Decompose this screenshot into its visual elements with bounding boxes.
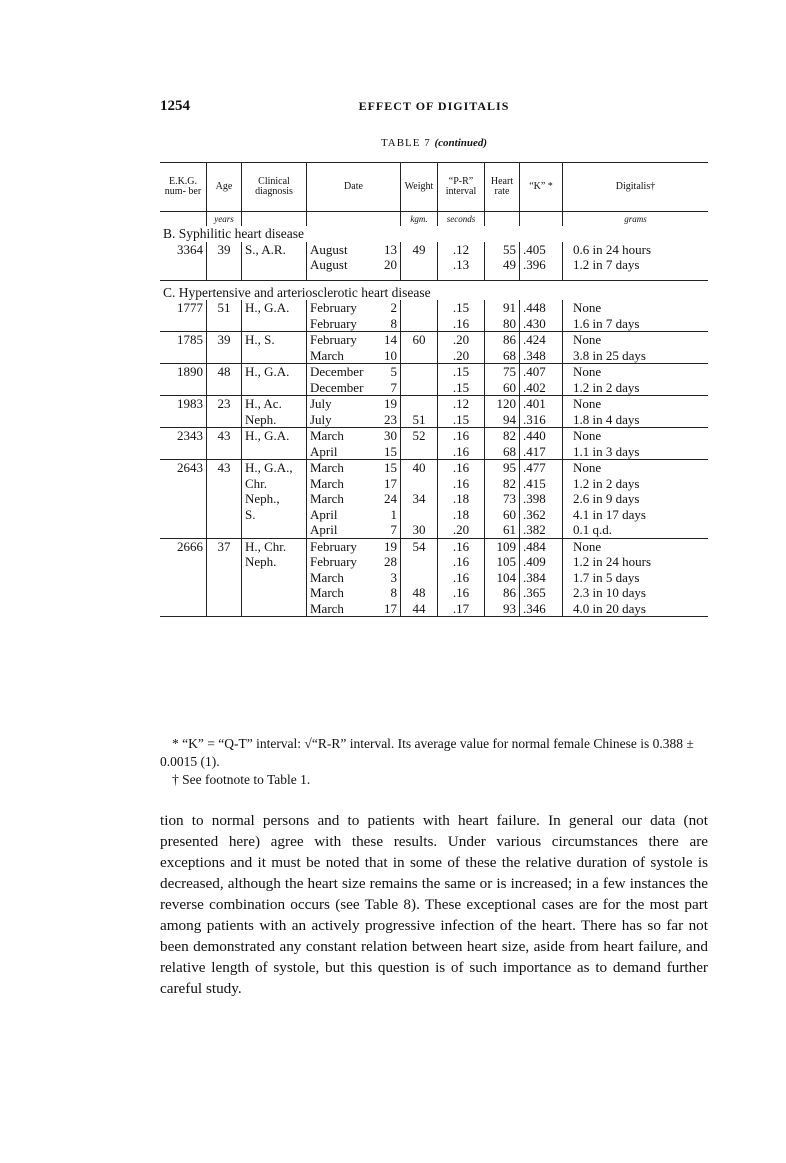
cell-ekg: 2666 [160, 538, 207, 554]
table-row [160, 300, 708, 316]
cell-k: .440 [520, 428, 563, 444]
cell-dig: 1.7 in 5 days [573, 569, 640, 585]
cell-dig: 4.0 in 20 days [563, 601, 709, 617]
cell-hr: 55 [485, 242, 520, 258]
cell-ekg [160, 316, 207, 332]
cell-day: 15 [372, 444, 401, 460]
cell-day: 10 [372, 348, 401, 364]
cell-pr: .16 [438, 460, 485, 476]
cell-month: March [310, 491, 344, 506]
cell-ekg: 2643 [160, 460, 207, 476]
cell-day: 28 [372, 554, 401, 570]
cell-hr: 104 [485, 570, 520, 586]
cell-diag [242, 316, 307, 332]
cell-dig: 2.6 in 9 days [573, 491, 640, 506]
cell-hr: 105 [485, 554, 520, 570]
cell-dig: 1.6 in 7 days [573, 315, 640, 331]
cell-k: .382 [520, 522, 563, 538]
cell-k: .396 [520, 257, 563, 280]
cell-dig: None [563, 428, 709, 444]
cell-hr: 60 [485, 507, 520, 523]
cell-wt: 34 [401, 491, 438, 507]
unit-age: years [207, 212, 242, 227]
cell-hr: 93 [485, 601, 520, 617]
cell-age: 23 [207, 396, 242, 412]
cell-hr: 109 [485, 538, 520, 554]
cell-hr: 68 [485, 348, 520, 364]
cell-wt [401, 316, 438, 332]
cell-pr: .16 [438, 538, 485, 554]
table-header-row [160, 163, 708, 212]
cell-month: February [307, 332, 373, 348]
cell-pr: .16 [438, 444, 485, 460]
cell-diag: H., Chr. [242, 538, 307, 554]
unit-weight: kgm. [401, 212, 438, 227]
cell-month: April [310, 506, 338, 522]
cell-age: 48 [207, 364, 242, 380]
cell-hr: 49 [485, 257, 520, 280]
cell-ekg: 1890 [160, 364, 207, 380]
cell-dig: None [563, 396, 709, 412]
table-caption [160, 137, 708, 149]
cell-month: February [310, 300, 357, 315]
col-header-age: Age [207, 163, 242, 212]
cell-month: March [310, 475, 344, 491]
cell-diag [242, 601, 307, 617]
cell-diag: Chr. [242, 476, 307, 492]
footnote-digitalis: † See footnote to Table 1. [172, 772, 311, 787]
cell-day: 24 [372, 491, 401, 507]
col-header-heart-rate: Heart rate [485, 163, 520, 212]
table-row [160, 570, 708, 586]
cell-month: March [307, 460, 373, 476]
cell-month: March [310, 569, 344, 585]
table-row [160, 380, 708, 396]
col-header-k: “K” * [520, 163, 563, 212]
cell-month: July [307, 396, 373, 412]
cell-k: .407 [520, 364, 563, 380]
cell-hr: 120 [485, 396, 520, 412]
table-row [160, 348, 708, 364]
table-row [160, 332, 708, 348]
cell-dig: 3.8 in 25 days [573, 347, 646, 363]
cell-pr: .12 [438, 396, 485, 412]
cell-age [207, 412, 242, 428]
cell-age [207, 316, 242, 332]
table-label: TABLE 7 [380, 137, 431, 149]
cell-dig: None [573, 300, 602, 315]
cell-dig: 1.2 in 24 hours [573, 554, 651, 569]
cell-diag: H., G.A. [242, 364, 307, 380]
cell-hr: 73 [485, 491, 520, 507]
cell-hr: 82 [485, 476, 520, 492]
cell-pr: .13 [438, 257, 485, 280]
cell-pr: .18 [438, 507, 485, 523]
table-row [160, 507, 708, 523]
cell-hr: 75 [485, 364, 520, 380]
cell-diag: Neph. [242, 412, 307, 428]
cell-pr: .16 [438, 428, 485, 444]
cell-pr: .17 [438, 601, 485, 617]
body-paragraph [160, 810, 708, 999]
running-title: EFFECT OF DIGITALIS [358, 99, 510, 113]
cell-day: 23 [372, 412, 401, 428]
cell-day: 14 [372, 332, 401, 348]
table-row [160, 460, 708, 476]
cell-k: .415 [520, 476, 563, 492]
table-row [160, 476, 708, 492]
cell-dig: 0.6 in 24 hours [573, 241, 651, 257]
cell-diag [242, 444, 307, 460]
table-footnotes [160, 735, 720, 789]
cell-ekg [160, 554, 207, 570]
cell-pr: .15 [438, 364, 485, 380]
cell-wt [401, 364, 438, 380]
cell-ekg [160, 412, 207, 428]
cell-day: 3 [372, 570, 401, 586]
cell-k: .384 [520, 570, 563, 586]
cell-hr: 60 [485, 380, 520, 396]
cell-wt [401, 396, 438, 412]
cell-hr: 80 [485, 316, 520, 332]
cell-pr: .16 [438, 316, 485, 332]
cell-pr: .18 [438, 491, 485, 507]
cell-diag: S., A.R. [242, 242, 307, 258]
cell-pr: .15 [438, 412, 485, 428]
cell-ekg [160, 257, 207, 280]
cell-dig: 1.1 in 3 days [573, 443, 640, 459]
cell-diag [242, 585, 307, 601]
cell-diag [242, 570, 307, 586]
table-row [160, 444, 708, 460]
cell-hr: 61 [485, 522, 520, 538]
cell-diag: H., G.A. [242, 300, 307, 316]
col-header-diagnosis: Clinical diagnosis [242, 163, 307, 212]
cell-age: 43 [207, 460, 242, 476]
cell-diag: Neph., [242, 491, 307, 507]
cell-age [207, 570, 242, 586]
cell-pr: .20 [438, 332, 485, 348]
cell-k: .448 [520, 300, 563, 316]
cell-day: 7 [372, 380, 401, 396]
cell-month: August [310, 257, 348, 272]
cell-diag: H., Ac. [242, 396, 307, 412]
cell-age [207, 491, 242, 507]
data-table [160, 162, 708, 617]
section-c-heading: C. Hypertensive and arteriosclerotic heart disease [160, 280, 708, 300]
cell-month: March [310, 585, 344, 600]
cell-ekg [160, 522, 207, 538]
cell-pr: .20 [438, 348, 485, 364]
section-b-row [160, 226, 708, 242]
cell-month: December [307, 364, 373, 380]
cell-wt: 40 [401, 460, 438, 476]
cell-age [207, 507, 242, 523]
cell-age: 39 [207, 332, 242, 348]
cell-wt: 44 [401, 601, 438, 617]
cell-day: 2 [372, 300, 401, 316]
table-row [160, 428, 708, 444]
cell-wt: 48 [401, 585, 438, 601]
cell-diag [242, 380, 307, 396]
cell-k: .346 [520, 601, 563, 617]
cell-ekg [160, 570, 207, 586]
cell-dig: None [563, 460, 709, 476]
cell-k: .430 [520, 316, 563, 332]
cell-day: 8 [372, 316, 401, 332]
table-row [160, 491, 708, 507]
cell-wt [401, 257, 438, 280]
cell-ekg [160, 601, 207, 617]
cell-day: 7 [372, 522, 401, 538]
cell-day: 8 [372, 585, 401, 601]
cell-age [207, 348, 242, 364]
cell-age [207, 380, 242, 396]
cell-pr: .16 [438, 554, 485, 570]
col-header-date: Date [307, 163, 401, 212]
cell-age: 43 [207, 428, 242, 444]
cell-age [207, 476, 242, 492]
cell-pr: .15 [438, 380, 485, 396]
cell-month: February [310, 554, 357, 569]
cell-dig: 2.3 in 10 days [573, 585, 646, 600]
cell-wt [401, 476, 438, 492]
table-row [160, 522, 708, 538]
cell-month: August [310, 241, 348, 257]
cell-month: March [307, 601, 373, 617]
cell-diag: H., S. [242, 332, 307, 348]
unit-digitalis: grams [624, 214, 647, 224]
cell-dig: 4.1 in 17 days [573, 506, 646, 522]
cell-pr: .12 [438, 242, 485, 258]
cell-month: February [310, 315, 357, 331]
cell-hr: 86 [485, 332, 520, 348]
table-continued-label: (continued) [434, 137, 488, 149]
cell-k: .401 [520, 396, 563, 412]
cell-ekg [160, 491, 207, 507]
cell-ekg [160, 585, 207, 601]
table-row [160, 554, 708, 570]
cell-month: April [310, 443, 338, 459]
cell-day: 20 [372, 257, 401, 280]
cell-pr: .15 [438, 300, 485, 316]
cell-month: February [307, 538, 373, 554]
cell-k: .405 [520, 242, 563, 258]
cell-wt [401, 380, 438, 396]
col-header-pr: “P-R” interval [438, 163, 485, 212]
cell-day: 30 [372, 428, 401, 444]
cell-month: December [310, 379, 364, 395]
cell-k: .424 [520, 332, 563, 348]
cell-wt [401, 300, 438, 316]
cell-day: 19 [372, 396, 401, 412]
cell-k: .365 [520, 585, 563, 601]
cell-wt: 51 [401, 412, 438, 428]
cell-day: 5 [372, 364, 401, 380]
cell-day: 17 [372, 601, 401, 617]
cell-ekg [160, 476, 207, 492]
cell-age [207, 554, 242, 570]
unit-pr: seconds [438, 212, 485, 227]
cell-age [207, 257, 242, 280]
cell-hr: 82 [485, 428, 520, 444]
cell-month: April [310, 522, 338, 537]
col-header-weight: Weight [401, 163, 438, 212]
cell-age [207, 601, 242, 617]
table-row [160, 396, 708, 412]
cell-month: March [310, 347, 344, 363]
cell-k: .398 [520, 491, 563, 507]
cell-ekg: 2343 [160, 428, 207, 444]
table-row [160, 538, 708, 554]
cell-ekg [160, 507, 207, 523]
cell-dig: 1.8 in 4 days [573, 411, 640, 427]
col-header-ekg: E.K.G. num- ber [160, 163, 207, 212]
cell-month: March [307, 428, 373, 444]
cell-dig: 1.2 in 2 days [573, 475, 640, 491]
col-header-digitalis: Digitalis† [563, 163, 709, 212]
cell-hr: 95 [485, 460, 520, 476]
cell-diag: S. [242, 507, 307, 523]
table-row [160, 316, 708, 332]
cell-wt [401, 444, 438, 460]
cell-wt: 60 [401, 332, 438, 348]
cell-wt [401, 570, 438, 586]
cell-dig: 1.2 in 2 days [573, 379, 640, 395]
cell-wt: 49 [401, 242, 438, 258]
cell-pr: .16 [438, 570, 485, 586]
page-number: 1254 [160, 98, 190, 114]
cell-k: .409 [520, 554, 563, 570]
cell-diag [242, 348, 307, 364]
footnote-k-definition: * “K” = “Q-T” interval: √“R-R” interval. Its average value for normal female Chinese is 0.388 ± 0.0015 (1). [160, 736, 694, 769]
cell-age: 51 [207, 300, 242, 316]
table-row [160, 585, 708, 601]
cell-day: 17 [372, 476, 401, 492]
table-row [160, 601, 708, 617]
section-c-row [160, 280, 708, 300]
cell-ekg: 1785 [160, 332, 207, 348]
cell-wt: 54 [401, 538, 438, 554]
cell-ekg [160, 380, 207, 396]
cell-k: .316 [520, 412, 563, 428]
cell-dig: None [563, 364, 709, 380]
cell-wt: 52 [401, 428, 438, 444]
cell-dig: 1.2 in 7 days [573, 257, 640, 272]
cell-hr: 68 [485, 444, 520, 460]
cell-diag: Neph. [242, 554, 307, 570]
cell-pr: .20 [438, 522, 485, 538]
cell-ekg [160, 444, 207, 460]
body-paragraph-text: tion to normal persons and to patients with heart failure. In general our data (not presented here) agree with these results. Under various circumstances there are exceptions and it must be noted that in some of these the relative duration of systole is decreased, although the heart size remains the same or is increased; in a few instances the reverse combination occurs (see Table 8). These exceptional cases are for the most part among patients with an actively progressive infection of the heart. There has so far not been demonstrated any constant relation between heart size, aside from heart failure, and relative length of systole, but this question is of such importance as to demand further careful study. [160, 812, 708, 997]
cell-diag: H., G.A. [242, 428, 307, 444]
cell-dig: 0.1 q.d. [573, 522, 612, 537]
cell-day: 19 [372, 538, 401, 554]
section-b-heading: B. Syphilitic heart disease [163, 226, 304, 241]
cell-ekg: 3364 [160, 242, 207, 258]
cell-wt [401, 554, 438, 570]
cell-diag [242, 522, 307, 538]
cell-hr: 94 [485, 412, 520, 428]
table-row [160, 257, 708, 280]
cell-diag: H., G.A., [242, 460, 307, 476]
cell-ekg [160, 348, 207, 364]
cell-age [207, 444, 242, 460]
cell-pr: .16 [438, 476, 485, 492]
cell-wt [401, 348, 438, 364]
cell-k: .402 [520, 380, 563, 396]
cell-ekg: 1983 [160, 396, 207, 412]
cell-age [207, 522, 242, 538]
cell-month: July [310, 411, 332, 427]
table-row [160, 412, 708, 428]
page-header [160, 98, 708, 118]
cell-dig: None [563, 538, 709, 554]
table-row [160, 242, 708, 258]
cell-day: 1 [372, 507, 401, 523]
cell-day: 15 [372, 460, 401, 476]
cell-k: .362 [520, 507, 563, 523]
cell-hr: 86 [485, 585, 520, 601]
table-row [160, 364, 708, 380]
cell-k: .484 [520, 538, 563, 554]
cell-dig: None [563, 332, 709, 348]
cell-diag [242, 257, 307, 280]
cell-hr: 91 [485, 300, 520, 316]
cell-k: .417 [520, 444, 563, 460]
cell-wt: 30 [401, 522, 438, 538]
cell-wt [401, 507, 438, 523]
cell-age: 39 [207, 242, 242, 258]
cell-ekg: 1777 [160, 300, 207, 316]
cell-k: .477 [520, 460, 563, 476]
units-row [160, 212, 708, 227]
cell-day: 13 [372, 242, 401, 258]
cell-age: 37 [207, 538, 242, 554]
cell-age [207, 585, 242, 601]
cell-k: .348 [520, 348, 563, 364]
cell-pr: .16 [438, 585, 485, 601]
